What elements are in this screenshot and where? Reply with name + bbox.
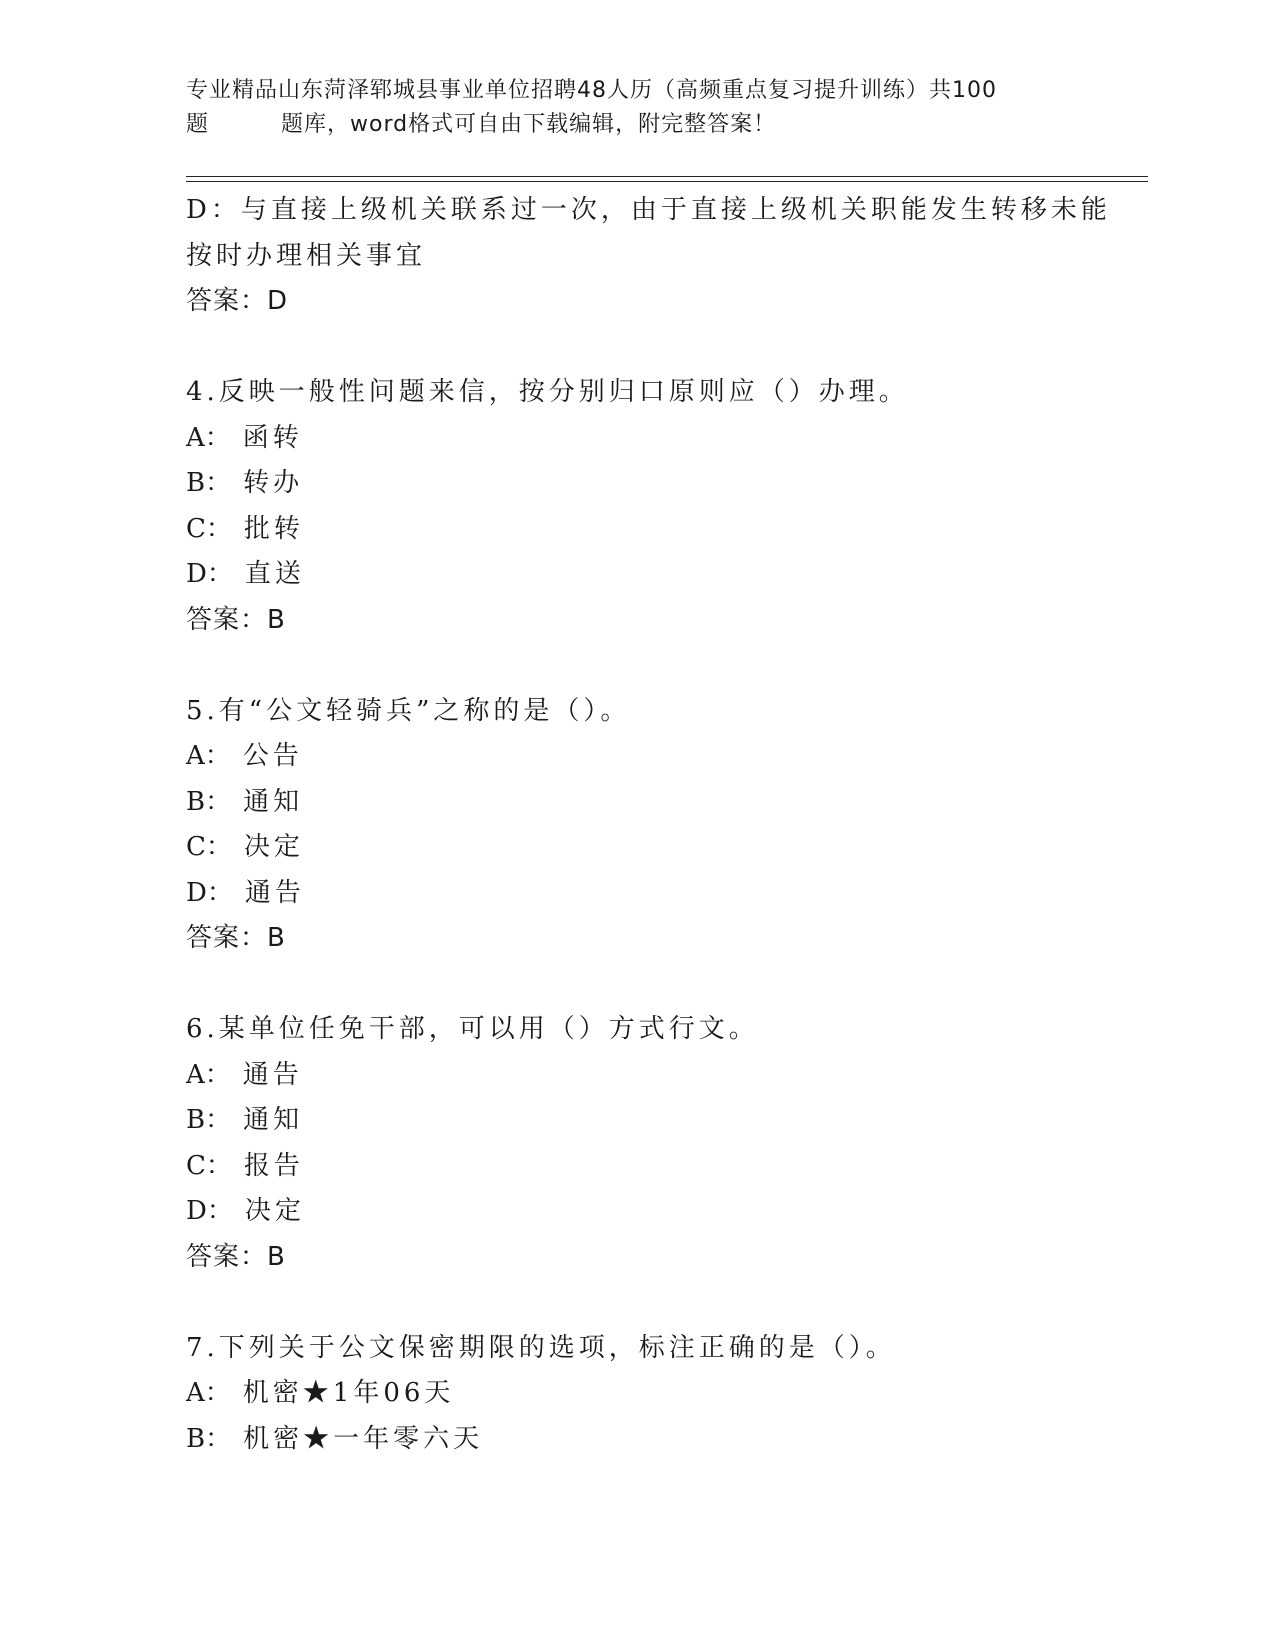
- header-title-line2-left: 题: [186, 112, 210, 137]
- q4-option-c: C： 批转: [186, 513, 304, 544]
- q4-stem: 4.反映一般性问题来信，按分别归口原则应（）办理。: [186, 377, 909, 407]
- header-title-line2: [186, 108, 1086, 142]
- q7-option-a: A： 机密★1年06天: [186, 1378, 455, 1408]
- q5-option-a: A： 公告: [186, 741, 303, 771]
- q6-stem: 6.某单位任免干部，可以用（）方式行文。: [186, 1014, 759, 1044]
- page-header: [186, 74, 1086, 142]
- q5-option-b: B： 通知: [186, 786, 304, 817]
- q5-option-c: C： 决定: [186, 832, 304, 862]
- header-divider-top: [186, 176, 1148, 177]
- q7-option-b: B： 机密★一年零六天: [186, 1423, 484, 1454]
- q3-option-d-line1: D：与直接上级机关联系过一次，由于直接上级机关职能发生转移未能: [186, 195, 1111, 225]
- q6-answer: 答案：B: [186, 1241, 286, 1272]
- q3-answer: 答案：D: [186, 286, 289, 316]
- q6-option-d: D： 决定: [186, 1196, 305, 1226]
- q4-answer: 答案：B: [186, 604, 286, 635]
- q5-option-d: D： 通告: [186, 877, 305, 908]
- q6-option-c: C： 报告: [186, 1150, 304, 1181]
- q5-stem: 5.有“公文轻骑兵”之称的是（）。: [186, 695, 631, 726]
- question-list: [186, 188, 1111, 1462]
- q4-option-d: D： 直送: [186, 559, 305, 589]
- q3-option-d-line2: 按时办理相关事宜: [186, 240, 427, 271]
- q7-stem: 7.下列关于公文保密期限的选项，标注正确的是（）。: [186, 1332, 896, 1363]
- q6-option-b: B： 通知: [186, 1105, 304, 1135]
- header-divider-bottom: [186, 181, 1148, 182]
- q5-answer: 答案：B: [186, 923, 286, 953]
- q6-option-a: A： 通告: [186, 1059, 303, 1090]
- q4-option-b: B： 转办: [186, 468, 304, 498]
- header-title-line2-right: 题库，word格式可自由下载编辑，附完整答案！: [281, 112, 777, 137]
- q4-option-a: A： 函转: [186, 422, 303, 453]
- header-title-line1: 专业精品山东菏泽郓城县事业单位招聘48人历（高频重点复习提升训练）共100: [186, 78, 997, 103]
